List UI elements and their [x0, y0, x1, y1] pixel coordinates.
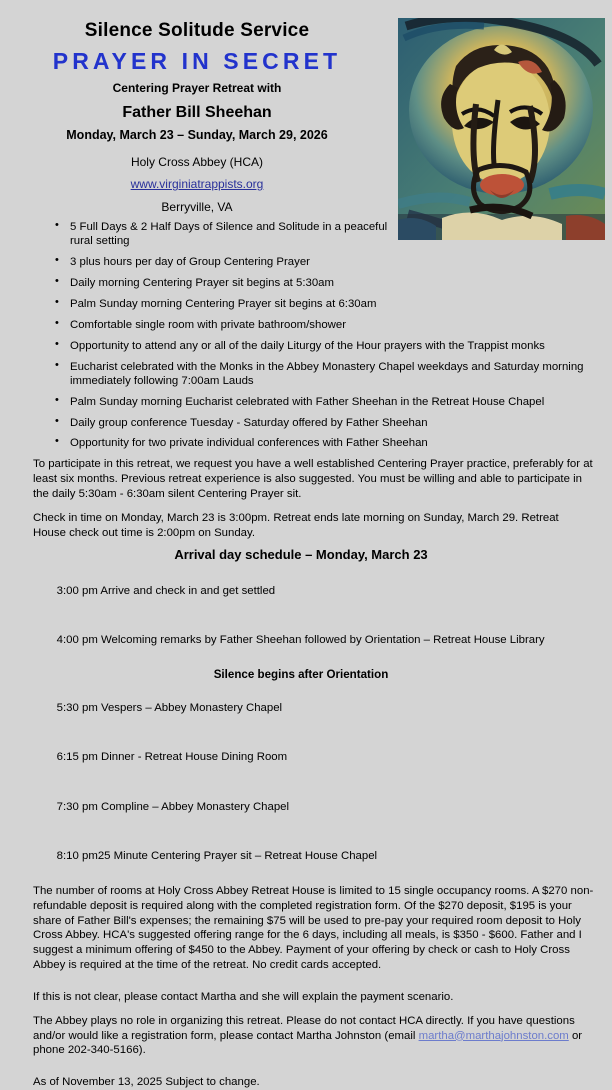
- list-item: • Opportunity for two private individual conferences with Father Sheehan: [0, 436, 612, 450]
- list-item: • Eucharist celebrated with the Monks in the Abbey Monastery Chapel weekdays and Saturday morning immediately following 7:00am Lauds: [0, 360, 612, 389]
- christ-portrait-artwork: [398, 18, 605, 240]
- list-item: • Palm Sunday morning Eucharist celebrated with Father Sheehan in the Retreat House Chapel: [0, 395, 612, 409]
- schedule-time: 5:30 pm: [56, 702, 101, 715]
- contact-text-before: The Abbey plays no role in organizing this retreat. Please do not contact HCA directly. If you have questions and/or would like a registration form, please contact Martha Johnston (email: [33, 1014, 575, 1042]
- list-item: • Opportunity to attend any or all of the daily Liturgy of the Hour prayers with the Trappist monks: [0, 339, 612, 353]
- clarification-paragraph: If this is not clear, please contact Martha and she will explain the payment scenario.: [33, 990, 454, 1003]
- schedule-time: 6:15 pm: [56, 751, 101, 764]
- schedule-row: [0, 569, 612, 612]
- schedule-description: Welcoming remarks by Father Sheehan followed by Orientation – Retreat House Library: [101, 633, 545, 646]
- list-item: • 3 plus hours per day of Group Centering Prayer: [0, 255, 612, 269]
- schedule-description: Vespers – Abbey Monastery Chapel: [101, 702, 283, 715]
- arrival-schedule-heading: Arrival day schedule – Monday, March 23: [174, 547, 428, 563]
- revision-notice: As of November 13, 2025 Subject to change.: [33, 1076, 260, 1089]
- list-item: • 5 Full Days & 2 Half Days of Silence and Solitude in a peaceful rural setting: [0, 220, 612, 249]
- schedule-row: [0, 619, 612, 662]
- schedule-description: Compline – Abbey Monastery Chapel: [101, 800, 290, 813]
- list-item: • Daily morning Centering Prayer sit begins at 5:30am: [0, 276, 612, 290]
- venue-city: Berryville, VA: [161, 199, 233, 214]
- participation-requirements-paragraph: To participate in this retreat, we request you have a well established Centering Prayer practice, preferably for at least six months. Previous retreat experience is also suggested. You must be willing and able to participate in the daily 5:30am - 6:30am silent Centering Prayer sit.: [33, 458, 593, 500]
- schedule-description: 25 Minute Centering Prayer sit – Retreat House Chapel: [97, 849, 378, 862]
- rooms-and-cost-paragraph: The number of rooms at Holy Cross Abbey Retreat House is limited to 15 single occupancy rooms. A $270 non-refundable deposit is required along with the completed registration form. Of the $270 deposit, $195 is your share of Father Bill's expenses; the remaining $75 will be used to pre-pay your required room deposit to Holy Cross Abbey. HCA's suggested offering range for the 6 days, including all meals, is $350 - $600. Father and I suggest a minimum offering of $450 to the Abbey. Payment of your offering by check or cash to Holy Cross Abbey is required at the time of the retreat. No credit cards accepted.: [33, 884, 594, 972]
- venue-website-link[interactable]: www.virginiatrappists.org: [130, 177, 264, 192]
- schedule-description: Dinner - Retreat House Dining Room: [101, 751, 288, 764]
- venue-name: Holy Cross Abbey (HCA): [130, 154, 264, 169]
- silence-notice: Silence begins after Orientation: [213, 667, 389, 681]
- retreat-dates: Monday, March 23 – Sunday, March 29, 2026: [66, 127, 328, 142]
- flyer-header: [0, 0, 394, 214]
- page-subtitle-highlight: PRAYER IN SECRET: [52, 47, 342, 74]
- retreat-kicker: Centering Prayer Retreat with: [112, 81, 282, 96]
- contact-text-after: or phone 202-340-5166).: [33, 1029, 583, 1057]
- list-item: • Daily group conference Tuesday - Saturday offered by Father Sheehan: [0, 416, 612, 430]
- schedule-row: [0, 736, 612, 779]
- schedule-description: Arrive and check in and get settled: [100, 584, 276, 597]
- schedule-row: [0, 835, 612, 878]
- checkin-paragraph: Check in time on Monday, March 23 is 3:00pm. Retreat ends late morning on Sunday, March 29. Retreat House check out time is 2:00pm on Sunday.: [33, 511, 559, 539]
- schedule-time: 7:30 pm: [56, 800, 101, 813]
- retreat-features-list: [0, 220, 612, 451]
- contact-email-link[interactable]: martha@marthajohnston.com: [418, 1029, 569, 1042]
- list-item: • Comfortable single room with private bathroom/shower: [0, 318, 612, 332]
- schedule-time: 4:00 pm: [56, 633, 101, 646]
- contact-paragraph: [33, 1014, 594, 1058]
- schedule-time: 8:10 pm: [56, 849, 98, 862]
- page-title: Silence Solitude Service: [84, 20, 310, 41]
- presenter-name: Father Bill Sheehan: [122, 103, 272, 121]
- schedule-time: 3:00 pm: [56, 584, 101, 597]
- venue-website: [0, 177, 394, 191]
- list-item: • Palm Sunday morning Centering Prayer sit begins at 6:30am: [0, 297, 612, 311]
- schedule-row: [0, 687, 612, 730]
